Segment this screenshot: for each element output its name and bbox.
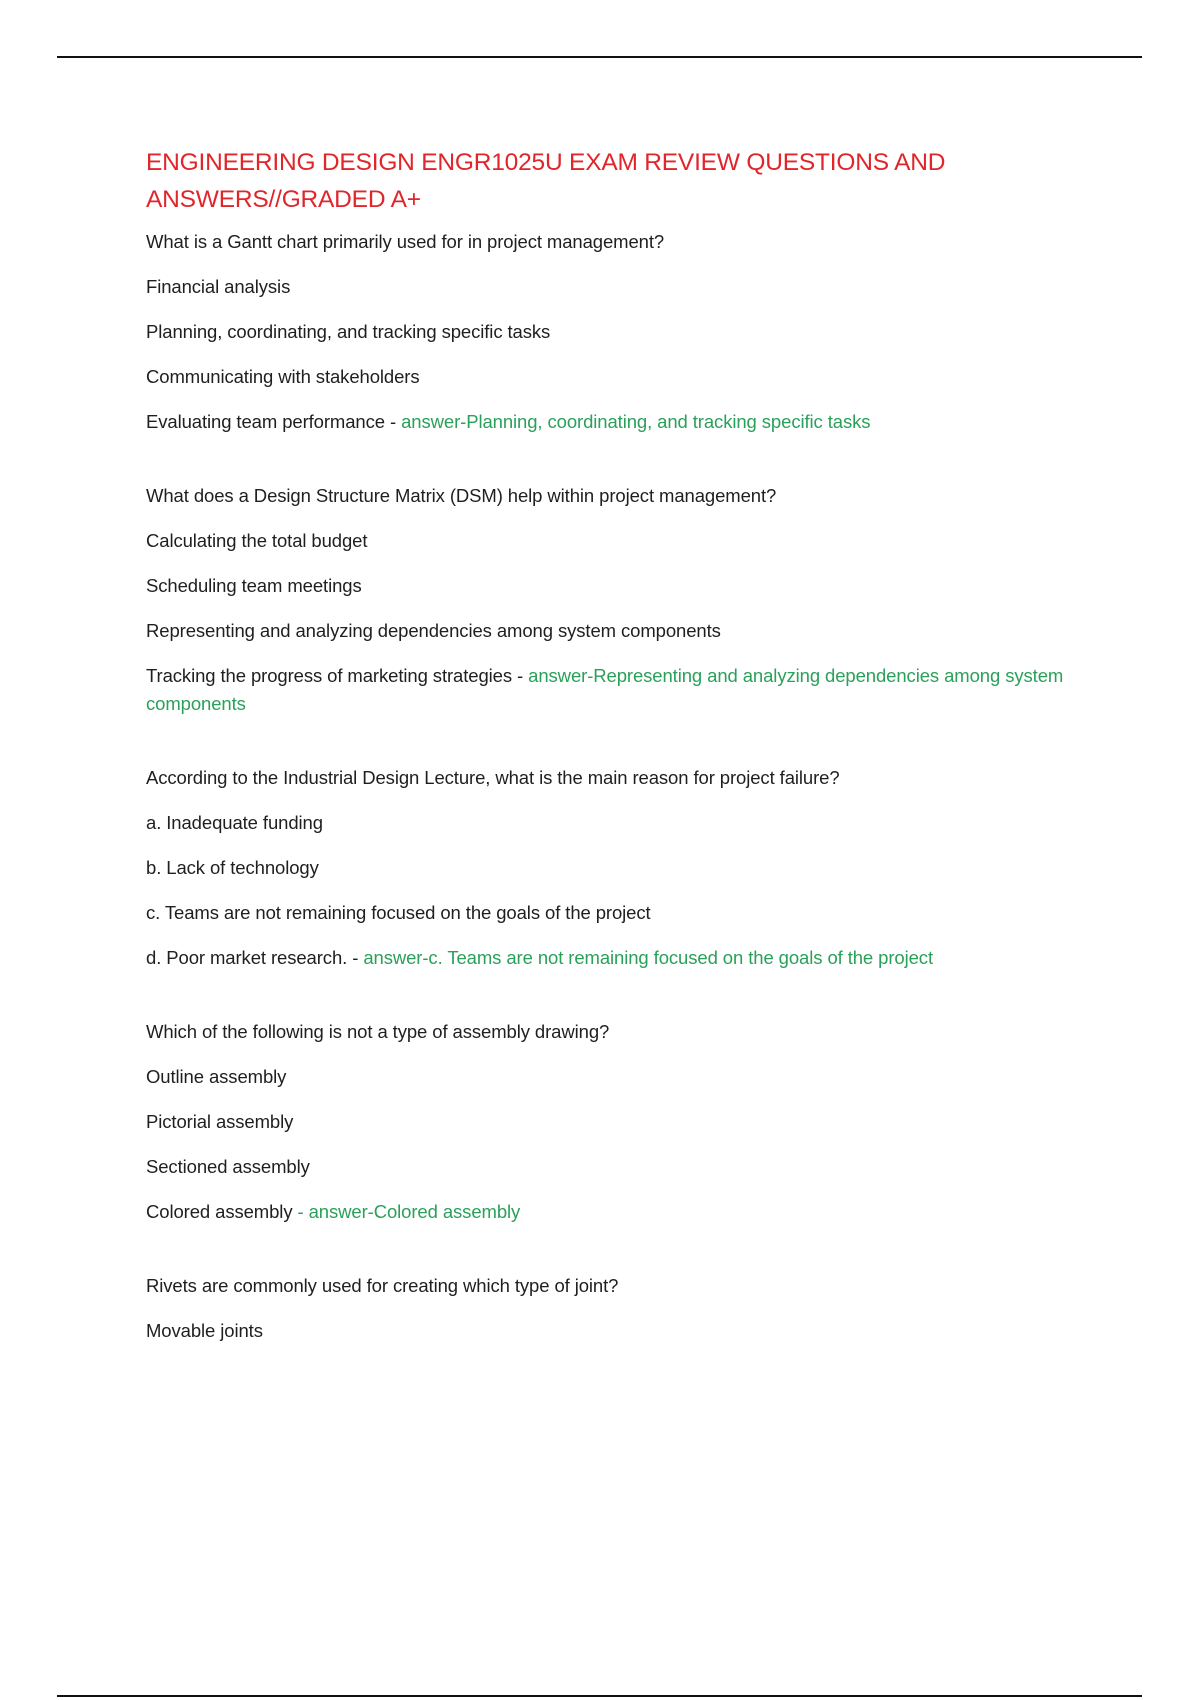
option-with-answer bbox=[146, 662, 1106, 718]
option: Tracking the progress of marketing strategies - bbox=[146, 665, 529, 686]
answer-text: answer-Representing and analyzing dependencies among system components bbox=[146, 665, 1064, 714]
option: d. Poor market research. - bbox=[146, 947, 364, 968]
option-with-answer bbox=[146, 408, 1106, 436]
option: c. Teams are not remaining focused on the goals of the project bbox=[146, 902, 651, 923]
option: Scheduling team meetings bbox=[146, 575, 362, 596]
option: Planning, coordinating, and tracking specific tasks bbox=[146, 321, 551, 342]
answer-text: answer-Planning, coordinating, and tracking specific tasks bbox=[401, 411, 871, 432]
option: a. Inadequate funding bbox=[146, 812, 323, 833]
answer-text: - answer-Colored assembly bbox=[297, 1201, 521, 1222]
question-block bbox=[146, 482, 1106, 718]
question-text: According to the Industrial Design Lecture, what is the main reason for project failure? bbox=[146, 767, 840, 788]
option: b. Lack of technology bbox=[146, 857, 319, 878]
question-block bbox=[146, 764, 1106, 972]
option: Communicating with stakeholders bbox=[146, 366, 420, 387]
option: Financial analysis bbox=[146, 276, 291, 297]
answer-text: answer-c. Teams are not remaining focused on the goals of the project bbox=[363, 947, 933, 968]
document-page bbox=[146, 144, 1106, 1391]
option: Pictorial assembly bbox=[146, 1111, 294, 1132]
option-with-answer bbox=[146, 944, 1106, 972]
option: Sectioned assembly bbox=[146, 1156, 310, 1177]
question-block bbox=[146, 1018, 1106, 1226]
question-block bbox=[146, 228, 1106, 436]
question-text: What does a Design Structure Matrix (DSM) help within project management? bbox=[146, 485, 777, 506]
option: Outline assembly bbox=[146, 1066, 287, 1087]
question-text: Rivets are commonly used for creating which type of joint? bbox=[146, 1275, 619, 1296]
document-title: ENGINEERING DESIGN ENGR1025U EXAM REVIEW QUESTIONS AND ANSWERS//GRADED A+ bbox=[146, 149, 946, 213]
question-block bbox=[146, 1272, 1106, 1345]
option: Representing and analyzing dependencies among system components bbox=[146, 620, 721, 641]
option: Colored assembly bbox=[146, 1201, 298, 1222]
option: Movable joints bbox=[146, 1320, 263, 1341]
question-text: Which of the following is not a type of assembly drawing? bbox=[146, 1021, 610, 1042]
top-rule bbox=[57, 56, 1142, 58]
question-text: What is a Gantt chart primarily used for in project management? bbox=[146, 231, 665, 252]
option: Calculating the total budget bbox=[146, 530, 368, 551]
bottom-rule bbox=[57, 1695, 1142, 1697]
option-with-answer bbox=[146, 1198, 1106, 1226]
option: Evaluating team performance - bbox=[146, 411, 402, 432]
